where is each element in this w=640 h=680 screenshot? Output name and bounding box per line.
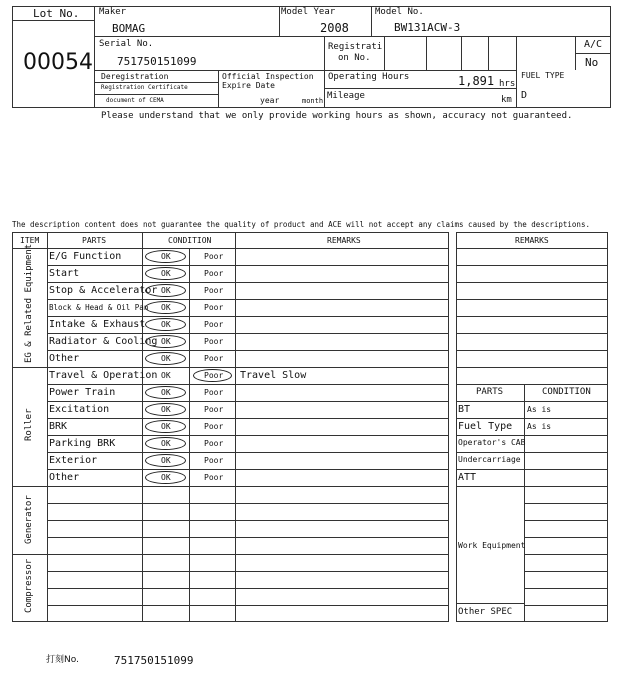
poor-option: Poor [204, 269, 224, 278]
model-year-label: Model Year [281, 7, 336, 17]
work-equipment-label: Work Equipment [458, 541, 526, 550]
cema-doc-label: document of CEMA [106, 97, 164, 104]
divider [12, 20, 94, 21]
ok-selected-circle [145, 386, 186, 399]
lot-no-value: 00054 [23, 50, 93, 75]
ok-option: OK [161, 320, 171, 329]
month-label: month [302, 97, 324, 105]
row-line [524, 537, 608, 538]
divider [461, 36, 462, 70]
ok-selected-circle [145, 403, 186, 416]
divider [324, 88, 516, 89]
ok-selected-circle [145, 335, 186, 348]
row-line [47, 350, 449, 351]
ok-option: OK [161, 388, 171, 397]
row-line [47, 452, 449, 453]
row-line [47, 333, 449, 334]
deregistration-label: Deregistration [101, 72, 169, 81]
divider [94, 94, 218, 95]
divider [488, 36, 489, 70]
row-line [47, 520, 449, 521]
poor-option: Poor [204, 286, 224, 295]
col-parts: PARTS [82, 236, 107, 245]
inspection-label: Official Inspection [222, 72, 314, 81]
poor-option: Poor [204, 473, 224, 482]
poor-option: Poor [204, 405, 224, 414]
disclaimer: The description content does not guarantee the quality of product and ACE will not accept any claims caused by the descriptions. [12, 220, 590, 229]
right-part-label: ATT [458, 472, 477, 483]
poor-option: Poor [204, 388, 224, 397]
divider [324, 70, 516, 71]
divider [94, 70, 324, 71]
ac-label: A/C [584, 39, 603, 50]
divider [371, 6, 372, 36]
group-eg-label: EG & Related Equipment [24, 243, 34, 363]
row-line [47, 503, 449, 504]
km-unit: km [501, 95, 512, 105]
col-item: ITEM [20, 236, 40, 245]
row-line [456, 350, 608, 351]
group-divider [12, 554, 449, 555]
parts-header: PARTS [476, 387, 504, 397]
group-roller-label: Roller [24, 408, 34, 441]
remarks-header: REMARKS [515, 236, 549, 245]
poor-option: Poor [204, 337, 224, 346]
row-line [456, 401, 608, 402]
divider [12, 248, 449, 249]
registration-cert-label: Registration Certificate [101, 84, 188, 91]
operating-hours-value: 1,891 [458, 74, 495, 88]
stamp-no-label: 打刻No. [46, 655, 79, 665]
right-condition-value: As is [527, 405, 552, 414]
serial-no-value: 751750151099 [117, 55, 197, 68]
group-divider [12, 486, 449, 487]
poor-option: Poor [204, 320, 224, 329]
row-line [47, 418, 449, 419]
row-line [456, 384, 608, 385]
year-label: year [260, 96, 280, 105]
row-line [456, 265, 608, 266]
col-remarks: REMARKS [327, 236, 361, 245]
ok-selected-circle [145, 437, 186, 450]
group-divider [12, 367, 449, 368]
ok-option: OK [161, 439, 171, 448]
row-line [524, 486, 608, 487]
row-line [456, 299, 608, 300]
poor-option: Poor [204, 354, 224, 363]
divider [426, 36, 427, 70]
row-line [47, 401, 449, 402]
hours-notice: Please understand that we only provide working hours as shown, accuracy not guaranteed. [101, 111, 573, 121]
ok-selected-circle [145, 284, 186, 297]
row-line [524, 605, 608, 606]
divider [94, 6, 95, 108]
divider [47, 232, 48, 622]
right-part-label: Undercarriage [458, 455, 521, 464]
registration-no-label: Registrati [328, 42, 383, 52]
part-label: Start [49, 268, 80, 279]
right-part-label: BT [458, 404, 471, 415]
ok-option: OK [161, 269, 171, 278]
part-label: Stop & Accelerator [49, 285, 158, 296]
row-line [456, 282, 608, 283]
row-line [47, 469, 449, 470]
poor-option: Poor [204, 303, 224, 312]
part-label: Excitation [49, 404, 110, 415]
row-line [456, 603, 524, 604]
group-compressor-label: Compressor [24, 558, 34, 613]
row-line [524, 571, 608, 572]
ok-selected-circle [145, 352, 186, 365]
row-line [47, 605, 449, 606]
poor-option: Poor [204, 371, 224, 380]
ok-selected-circle [145, 454, 186, 467]
ok-option: OK [161, 473, 171, 482]
row-line [456, 367, 608, 368]
row-line [47, 571, 449, 572]
right-part-label: Fuel Type [458, 421, 513, 432]
divider [456, 248, 608, 249]
part-label: Other [49, 353, 80, 364]
row-line [456, 316, 608, 317]
ok-selected-circle [145, 318, 186, 331]
poor-selected-circle [193, 369, 232, 382]
row-line [456, 486, 524, 487]
row-line [47, 435, 449, 436]
part-label: Block & Head & Oil Pan [49, 303, 149, 312]
row-line [456, 469, 608, 470]
maker-value: BOMAG [112, 22, 146, 35]
ok-option: OK [161, 456, 171, 465]
fuel-type-label: FUEL TYPE [521, 71, 565, 80]
model-no-label: Model No. [375, 7, 424, 17]
part-label: BRK [49, 421, 68, 432]
group-generator-label: Generator [24, 495, 34, 544]
right-condition-value: As is [527, 422, 552, 431]
divider [516, 36, 517, 108]
ok-option: OK [161, 371, 171, 380]
maker-label: Maker [99, 7, 127, 17]
part-label: Intake & Exhaust [49, 319, 146, 330]
row-line [47, 265, 449, 266]
hrs-unit: hrs [499, 79, 516, 89]
ok-option: OK [161, 337, 171, 346]
stamp-no-value: 751750151099 [114, 654, 194, 667]
ok-selected-circle [145, 301, 186, 314]
row-line [456, 435, 608, 436]
row-line [47, 299, 449, 300]
inspection-label-2: Expire Date [222, 81, 275, 90]
ok-option: OK [161, 252, 171, 261]
model-year-value: 2008 [320, 21, 349, 35]
ok-selected-circle [145, 250, 186, 263]
remark-text: Travel Slow [240, 370, 307, 381]
ok-option: OK [161, 286, 171, 295]
row-line [456, 333, 608, 334]
row-line [524, 503, 608, 504]
row-line [456, 418, 608, 419]
row-line [47, 316, 449, 317]
divider [218, 70, 219, 108]
poor-option: Poor [204, 252, 224, 261]
row-line [47, 282, 449, 283]
serial-no-label: Serial No. [99, 39, 154, 49]
poor-option: Poor [204, 422, 224, 431]
divider [384, 36, 385, 70]
ac-value: No [585, 56, 599, 69]
model-no-value: BW131ACW-3 [394, 21, 461, 34]
poor-option: Poor [204, 439, 224, 448]
divider [94, 82, 218, 83]
poor-option: Poor [204, 456, 224, 465]
row-line [47, 384, 449, 385]
ok-option: OK [161, 405, 171, 414]
ok-option: OK [161, 422, 171, 431]
part-label: Radiator & Cooling [49, 336, 158, 347]
row-line [524, 520, 608, 521]
row-line [47, 588, 449, 589]
divider [575, 36, 576, 70]
ok-option: OK [161, 354, 171, 363]
condition-header: CONDITION [542, 387, 591, 397]
divider [324, 36, 325, 108]
lot-no-label: Lot No. [33, 7, 80, 20]
ok-selected-circle [145, 420, 186, 433]
row-line [524, 588, 608, 589]
row-line [47, 537, 449, 538]
mileage-label: Mileage [327, 91, 365, 101]
part-label: Exterior [49, 455, 98, 466]
operating-hours-label: Operating Hours [328, 72, 410, 82]
ok-selected-circle [145, 471, 186, 484]
ok-option: OK [161, 303, 171, 312]
part-label: Parking BRK [49, 438, 116, 449]
part-label: E/G Function [49, 251, 122, 262]
divider [279, 6, 280, 36]
divider [524, 384, 525, 622]
ok-selected-circle [145, 267, 186, 280]
divider [575, 53, 611, 54]
part-label: Travel & Operation [49, 370, 158, 381]
col-condition: CONDITION [168, 236, 212, 245]
row-line [456, 452, 608, 453]
part-label: Power Train [49, 387, 116, 398]
registration-no-label-2: on No. [338, 53, 371, 63]
fuel-type-value: D [521, 90, 528, 101]
divider [235, 232, 236, 622]
divider [94, 36, 611, 37]
other-spec-label: Other SPEC [458, 607, 513, 617]
row-line [524, 554, 608, 555]
right-part-label: Operator's CAB [458, 438, 526, 447]
part-label: Other [49, 472, 80, 483]
